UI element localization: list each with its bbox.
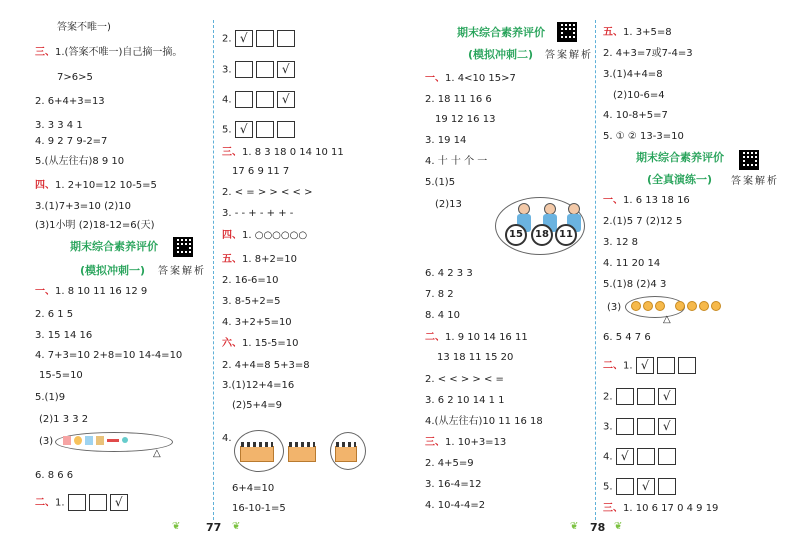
answer-box [235,91,253,108]
text-line: 2. 16-6=10 [222,275,279,286]
text-line: 7. 8 2 [425,289,454,300]
text-line: 7>6>5 [57,72,93,83]
answer-box-checked: √ [110,494,128,511]
answer-box-checked: √ [616,448,634,465]
section-number: 二、 [35,497,55,509]
answer-box [678,357,696,374]
section-number: 三、 [603,503,623,514]
answer-box [658,448,676,465]
text-line: 3. 3 3 4 1 [35,120,83,131]
answer-label: 答案解析 [545,50,593,61]
cup-icon [85,436,93,445]
section-number: 四、 [222,230,242,241]
object-row [63,435,131,447]
section-title: 期末综合素养评价 [457,26,545,39]
number-ball: 18 [531,224,553,246]
text-line: 1. ○○○○○○ [242,230,308,241]
text-line: 5.(1)5 [425,177,456,188]
text-line: 4. 7+3=10 2+8=10 14-4=10 [35,350,183,361]
column-divider [213,20,214,520]
section-number: 四、 [35,180,55,191]
face-icon [631,301,641,311]
text-line: 5. ① ② 13-3=10 [603,131,684,142]
text-line: 4. 十 十 个 一 [425,156,488,167]
marble-icon [122,437,128,443]
text-line: 4. [222,94,232,106]
text-line: 15-5=10 [39,370,83,381]
text-line: 3.(1)12+4=16 [222,380,295,391]
answer-box-checked: √ [658,388,676,405]
text-line: 2. [603,391,613,403]
answer-box [256,91,274,108]
section-subtitle: (全真演练一) [647,173,713,186]
text-line: 5.(从左往右)8 9 10 [35,156,125,167]
text-line: 1. 8 3 18 0 14 10 11 [242,147,344,158]
text-line: 2. 18 11 16 6 [425,94,492,105]
text-line: 3. [603,421,613,433]
text-line: 2. 4+4=8 5+3=8 [222,360,310,371]
answer-box [637,448,655,465]
text-line: 8. 4 10 [425,310,460,321]
text-line: 19 12 16 13 [435,114,496,125]
text-line: 2. < < > > < = [425,374,504,385]
text-line: 1. 6 13 18 16 [623,195,690,206]
text-line: (2)5+4=9 [232,400,283,411]
text-line: 5.(1)8 (2)4 3 [603,279,667,290]
face-icon [699,301,709,311]
text-line: (3)1小明 (2)18-12=6(天) [35,220,155,231]
triangle-mark-icon: △ [663,314,671,325]
block-group-icon [288,446,316,462]
text-line: (2)10-6=4 [613,90,665,101]
text-line: 6. 8 6 6 [35,470,74,481]
face-row [631,301,723,315]
text-line: 4.(从左往右)10 11 16 18 [425,416,543,427]
answer-box [235,61,253,78]
text-line: 答案不唯一) [57,22,111,33]
text-line: 1. 8 10 11 16 12 9 [55,286,148,297]
face-icon [655,301,665,311]
text-line: 3. - - + - + + - [222,208,294,219]
text-line: 6. 5 4 7 6 [603,332,651,343]
number-ball: 15 [505,224,527,246]
qr-code-icon [557,22,577,42]
page-number: 78 [590,521,606,534]
text-line: 4. 10-8+5=7 [603,110,668,121]
text-line: 17 6 9 11 7 [232,166,290,177]
answer-box-checked: √ [235,30,253,47]
face-icon [687,301,697,311]
text-line: 6. 4 2 3 3 [425,268,473,279]
number-ball: 11 [555,224,577,246]
text-line: 5.(1)9 [35,392,66,403]
text-line: 3. 8-5+2=5 [222,296,281,307]
sprout-icon: ❦ [570,521,579,532]
text-line: 3. [222,64,232,76]
sprout-icon: ❦ [172,521,181,532]
face-icon [675,301,685,311]
text-line: 13 18 11 15 20 [437,352,514,363]
answer-box [616,418,634,435]
section-number: 一、 [35,286,55,297]
text-line: (2)1 3 3 2 [39,414,89,425]
answer-box [616,388,634,405]
text-line: 2. 6 1 5 [35,309,74,320]
section-subtitle: (模拟冲刺二) [468,48,534,61]
text-line: 3. 19 14 [425,135,467,146]
text-line: 3. 15 14 16 [35,330,93,341]
text-line: 4. 10-4-4=2 [425,500,486,511]
sprout-icon: ❦ [232,521,241,532]
text-line: 3. 12 8 [603,237,638,248]
face-icon [711,301,721,311]
text-line: 16-10-1=5 [232,503,286,514]
answer-label: 答案解析 [158,266,206,277]
text-line: 2. 4+3=7或7-4=3 [603,48,693,59]
answer-box-checked: √ [235,121,253,138]
answer-box [637,418,655,435]
answer-box [658,478,676,495]
answer-box [89,494,107,511]
answer-box-checked: √ [636,357,654,374]
answer-box-checked: √ [277,61,295,78]
text-line: 2. < = > > < < > [222,187,313,198]
text-line: 6+4=10 [232,483,275,494]
text-line: 2.(1)5 7 (2)12 5 [603,216,683,227]
answer-box [256,121,274,138]
text-line: 3. 6 2 10 14 1 1 [425,395,505,406]
answer-box [657,357,675,374]
section-subtitle: (模拟冲刺一) [80,264,146,277]
sprout-icon: ❦ [614,521,623,532]
text-line: 2. [222,33,232,45]
answer-box [277,30,295,47]
page-number: 77 [206,521,222,534]
text-line: 3.(1)4+4=8 [603,69,663,80]
text-line: 4. 9 2 7 9-2=7 [35,136,108,147]
section-number: 二、 [603,360,623,372]
text-line: 2. 4+5=9 [425,458,474,469]
text-line: 5. [222,124,232,136]
text-line: 4. [603,451,613,463]
block-group-icon [240,446,274,462]
section-number: 五、 [603,27,623,38]
pencil-icon [107,439,119,442]
text-line: 5. [603,481,613,493]
text-line: 1. 3+5=8 [623,27,672,38]
text-line: 1. 10+3=13 [445,437,507,448]
section-number: 一、 [425,73,445,84]
text-line: 1. 15-5=10 [242,338,299,349]
text-line: (2)13 [435,199,462,210]
text-line: 1. 2+10=12 10-5=5 [55,180,157,191]
text-line: 2. 6+4+3=13 [35,96,105,107]
answer-box [256,61,274,78]
text-line: 1.(答案不唯一)自己摘一摘。 [55,47,183,58]
eraser-icon [63,436,71,445]
answer-label: 答案解析 [731,176,779,187]
section-number: 三、 [35,47,55,58]
answer-box-checked: √ [658,418,676,435]
section-number: 三、 [222,147,242,158]
block-group-icon [335,446,357,462]
section-number: 五、 [222,254,242,265]
right-page [400,0,800,541]
text-line: 3.(1)7+3=10 (2)10 [35,201,131,212]
section-number: 一、 [603,195,623,206]
answer-box [277,121,295,138]
ball-icon [74,436,82,445]
triangle-mark-icon: △ [153,448,161,459]
answer-box [637,388,655,405]
answer-box [68,494,86,511]
text-line: 1. 9 10 14 16 11 [445,332,528,343]
text-line: 4. 11 20 14 [603,258,661,269]
column-divider [595,20,596,520]
text-line: (3) [39,436,54,447]
box-icon [96,436,104,445]
face-icon [643,301,653,311]
text-line: 1. 10 6 17 0 4 9 19 [623,503,719,514]
answer-box [256,30,274,47]
section-title: 期末综合素养评价 [70,240,158,253]
section-number: 二、 [425,332,445,343]
text-line: 1. 4<10 15>7 [445,73,516,84]
answer-box-checked: √ [637,478,655,495]
text-line: 1. [55,497,65,509]
text-line: 3. 16-4=12 [425,479,482,490]
text-line: 4. [222,433,232,444]
section-number: 六、 [222,338,242,349]
text-line: 1. [623,360,633,372]
qr-code-icon [739,150,759,170]
text-line: 4. 3+2+5=10 [222,317,292,328]
text-line: 1. 8+2=10 [242,254,297,265]
text-line: (3) [607,302,622,313]
qr-code-icon [173,237,193,257]
answer-box [616,478,634,495]
section-title: 期末综合素养评价 [636,151,724,164]
section-number: 三、 [425,437,445,448]
answer-box-checked: √ [277,91,295,108]
